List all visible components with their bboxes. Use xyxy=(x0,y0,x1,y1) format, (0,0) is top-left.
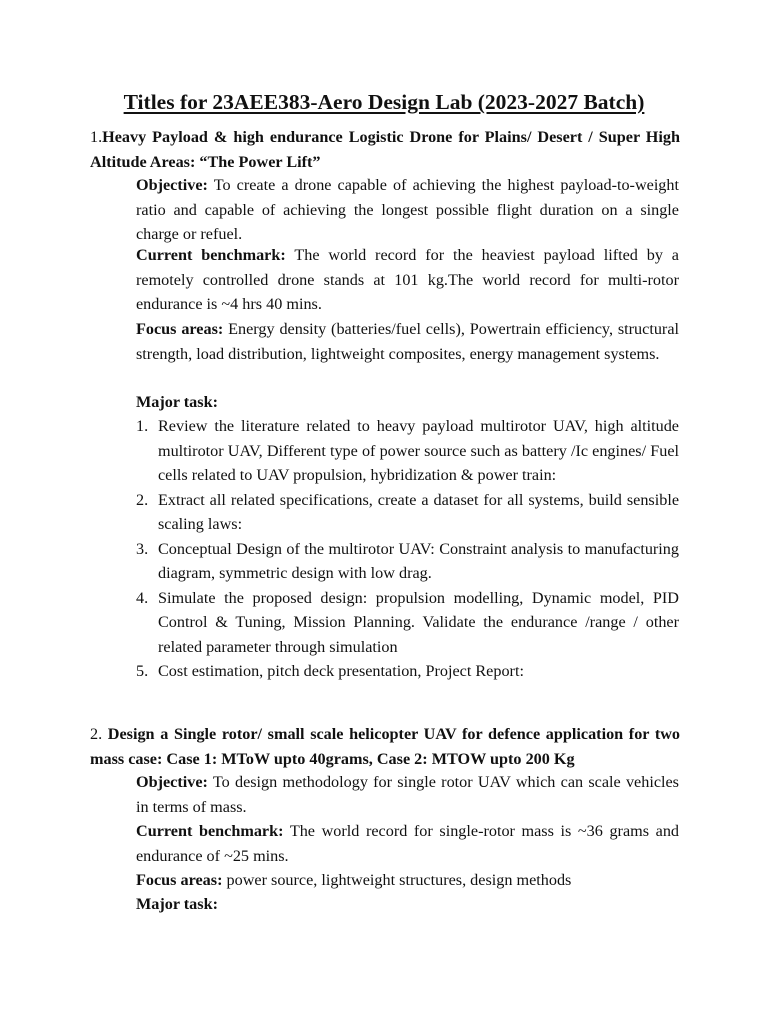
project-1-title: Heavy Payload & high endurance Logistic Drone for Plains/ Desert / Super High Altitude Areas: “The Power Lift” xyxy=(90,128,680,171)
project-2-heading xyxy=(90,722,680,771)
list-item: 2. Extract all related specifications, create a dataset for all systems, build sensible scaling laws: xyxy=(136,490,679,533)
project-2-focus xyxy=(136,868,679,893)
project-1-task-list xyxy=(136,414,679,684)
list-item: 3. Conceptual Design of the multirotor UAV: Constraint analysis to manufacturing diagram, symmetric design with low drag. xyxy=(136,539,679,582)
project-2-benchmark xyxy=(136,819,679,868)
project-2-tasks-label: Major task: xyxy=(136,895,218,913)
focus-label: Focus areas: xyxy=(136,871,223,889)
objective-label: Objective: xyxy=(136,176,208,194)
project-2-objective xyxy=(136,770,679,819)
objective-label: Objective: xyxy=(136,773,208,791)
project-1-number: 1. xyxy=(90,128,103,146)
objective-text: To create a drone capable of achieving the highest payload-to-weight ratio and capable of achieving the longest possible flight duration on a single charge or refuel. xyxy=(136,176,679,243)
project-1-focus xyxy=(136,317,679,366)
benchmark-label: Current benchmark: xyxy=(136,246,286,264)
project-2-title: Design a Single rotor/ small scale helicopter UAV for defence application for two mass case: Case 1: MToW upto 40grams, Case 2: MTOW upto 200 Kg xyxy=(90,725,681,768)
objective-text: To design methodology for single rotor UAV which can scale vehicles in terms of mass. xyxy=(136,773,679,816)
benchmark-text: The world record for the heaviest payload lifted by a remotely controlled drone stands at 101 kg.The world record for multi-rotor endurance is ~4 hrs 40 mins. xyxy=(136,246,679,313)
project-1-objective xyxy=(136,173,679,247)
project-2-number: 2. xyxy=(90,725,103,743)
focus-label: Focus areas: xyxy=(136,320,224,338)
list-item: 4. Simulate the proposed design: propulsion modelling, Dynamic model, PID Control & Tuning, Mission Planning. Validate the endurance /range / other related parameter through simulation xyxy=(136,588,679,656)
project-1-heading xyxy=(90,125,680,174)
project-1-benchmark xyxy=(136,243,679,317)
document-title: Titles for 23AEE383-Aero Design Lab (2023-2027 Batch) xyxy=(123,90,645,114)
benchmark-label: Current benchmark: xyxy=(136,822,284,840)
list-item: 1. Review the literature related to heavy payload multirotor UAV, high altitude multirotor UAV, Different type of power source such as battery /Ic engines/ Fuel cells related to UAV propulsion, hybridization & power train: xyxy=(136,417,679,484)
benchmark-text: The world record for single-rotor mass is ~36 grams and endurance of ~25 mins. xyxy=(136,822,680,865)
focus-text: Energy density (batteries/fuel cells), Powertrain efficiency, structural strength, load distribution, lightweight composites, energy management systems. xyxy=(136,320,679,363)
focus-text: power source, lightweight structures, design methods xyxy=(226,871,572,889)
project-1-tasks-label: Major task: xyxy=(136,393,218,411)
list-item: 5. Cost estimation, pitch deck presentation, Project Report: xyxy=(136,662,524,680)
